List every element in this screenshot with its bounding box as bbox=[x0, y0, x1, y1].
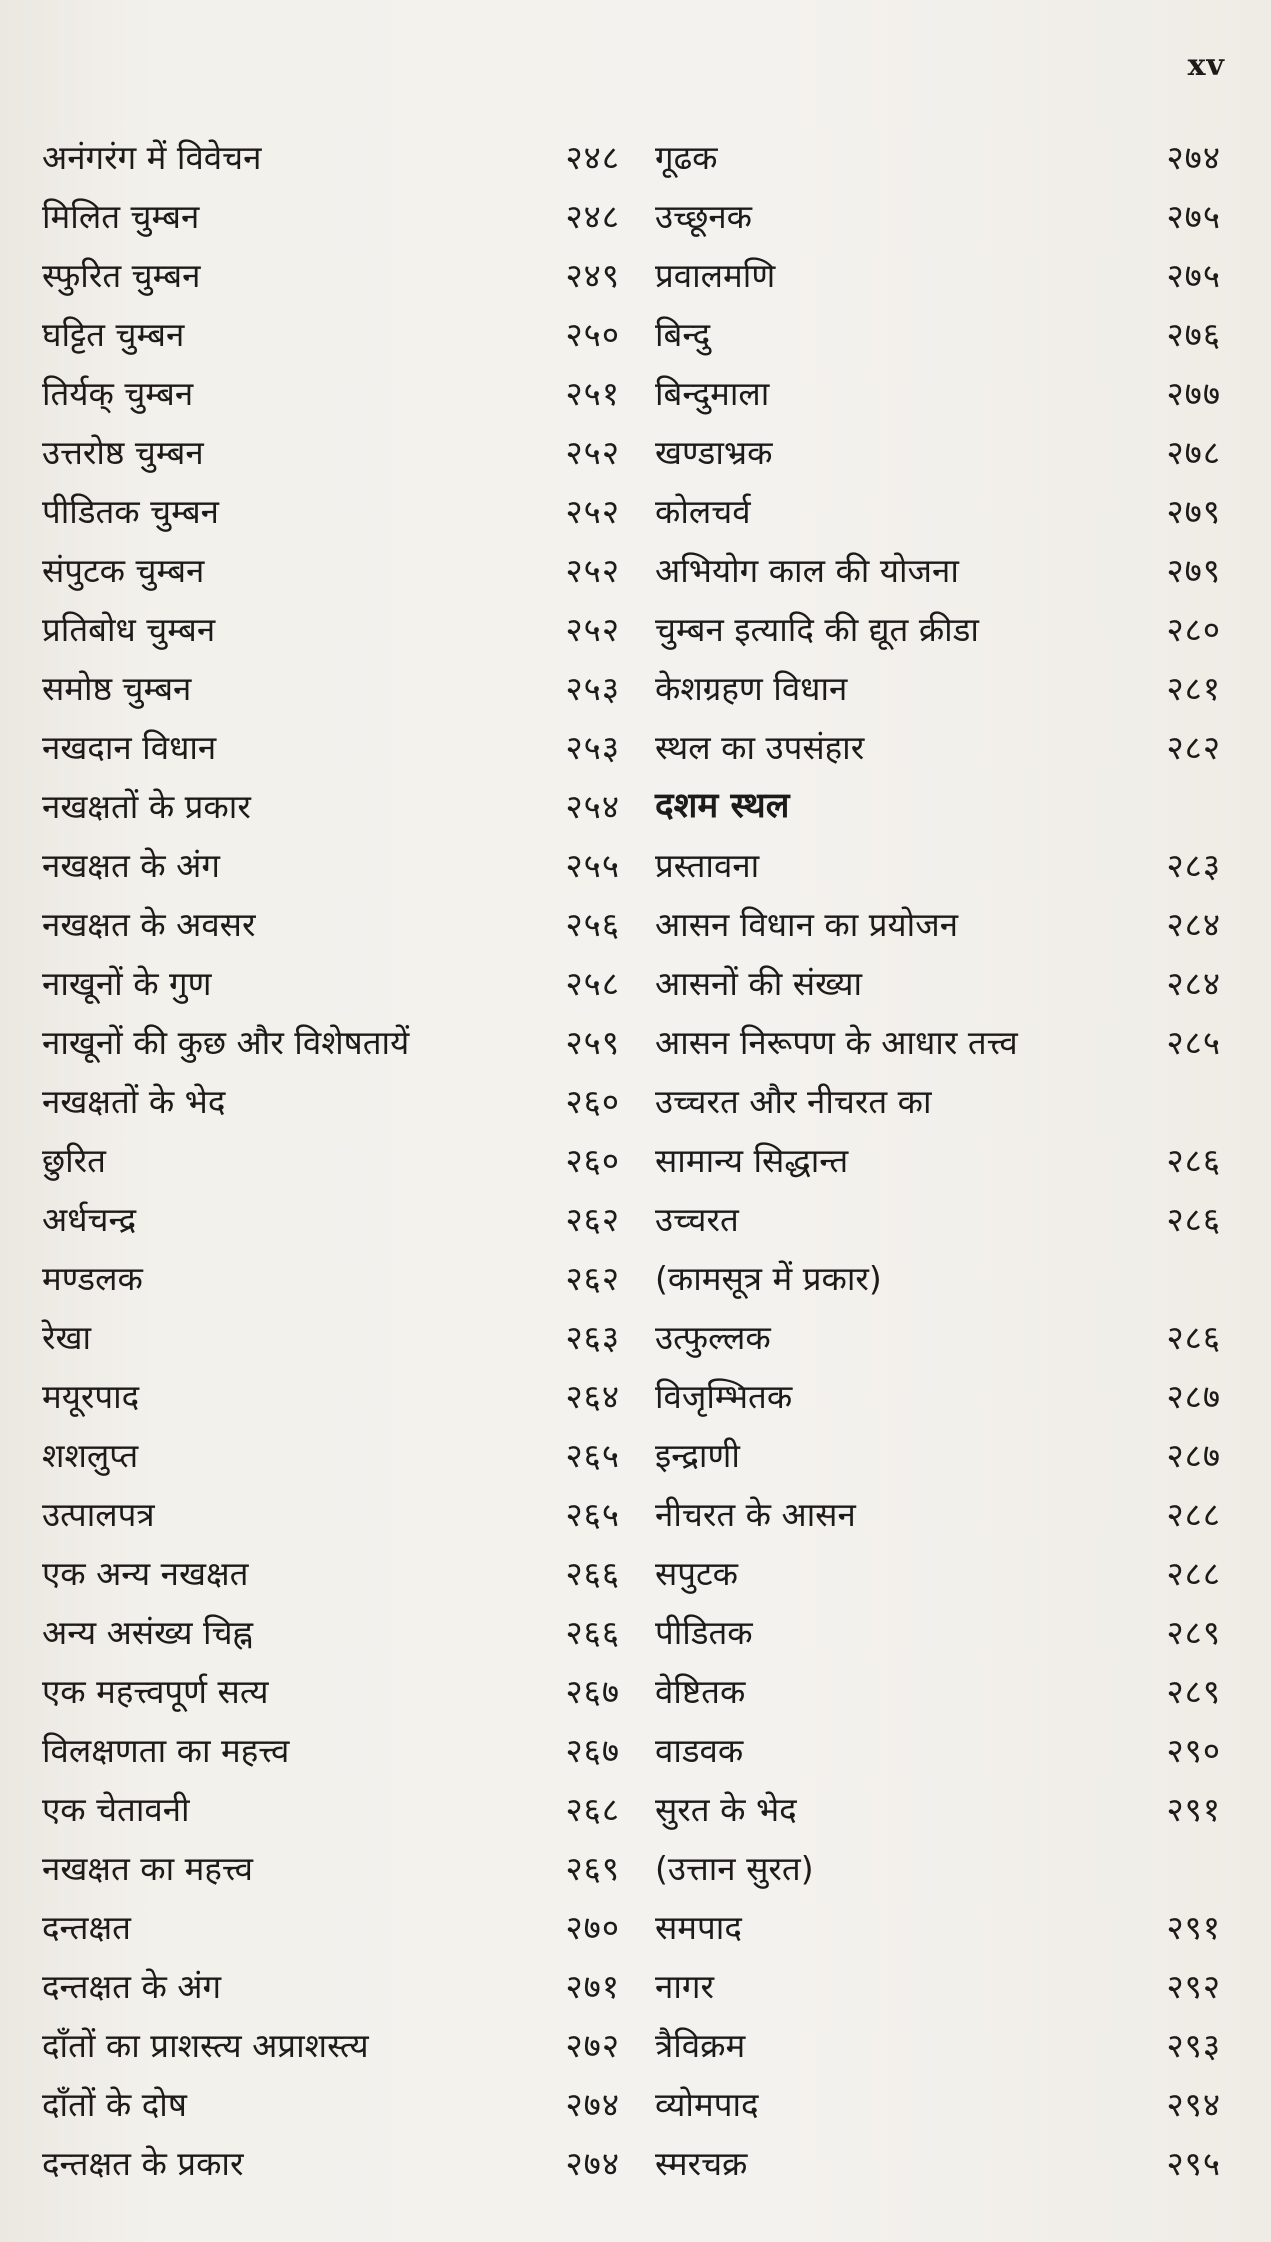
toc-entry-page: २५२ bbox=[565, 433, 620, 472]
toc-entry-page: २६८ bbox=[565, 1790, 620, 1829]
toc-entry-page: २८६ bbox=[1166, 1318, 1221, 1357]
toc-entry-page: २८६ bbox=[1166, 1141, 1221, 1180]
toc-entry-title: चुम्बन इत्यादि की द्यूत क्रीडा bbox=[655, 610, 979, 649]
toc-entry-title: केशग्रहण विधान bbox=[655, 669, 848, 708]
toc-entry bbox=[655, 1839, 1221, 1898]
toc-entry-page: २५२ bbox=[565, 492, 620, 531]
toc-entry bbox=[655, 1013, 1221, 1072]
toc-entry-title: नखक्षत के अंग bbox=[42, 846, 220, 885]
toc-entry-title: नागर bbox=[655, 1967, 714, 2006]
toc-entry-title: घट्टित चुम्बन bbox=[42, 315, 185, 354]
toc-entry-title: एक चेतावनी bbox=[42, 1790, 190, 1829]
toc-entry bbox=[42, 2134, 620, 2193]
toc-entry-title: कोलचर्व bbox=[655, 492, 751, 531]
toc-entry-page: २८९ bbox=[1166, 1613, 1221, 1652]
toc-entry-title: अर्धचन्द्र bbox=[42, 1200, 137, 1239]
toc-entry bbox=[655, 836, 1221, 895]
toc-entry-page: २७८ bbox=[1166, 433, 1221, 472]
toc-entry-page: २७७ bbox=[1166, 374, 1221, 413]
page-number: xv bbox=[1187, 48, 1225, 83]
toc-entry-title: नखक्षत के अवसर bbox=[42, 905, 256, 944]
toc-entry bbox=[655, 187, 1221, 246]
toc-entry-page: २५८ bbox=[565, 964, 620, 1003]
toc-entry-title: इन्द्राणी bbox=[655, 1436, 740, 1475]
toc-entry-page: २९० bbox=[1166, 1731, 1221, 1770]
toc-entry bbox=[655, 1662, 1221, 1721]
toc-entry-page: २५० bbox=[565, 315, 620, 354]
toc-entry-page: २७४ bbox=[565, 2085, 620, 2124]
toc-entry-title: उत्फुल्लक bbox=[655, 1318, 771, 1357]
toc-entry-page: २९१ bbox=[1166, 1908, 1221, 1947]
toc-entry-title: दशम स्थल bbox=[655, 786, 790, 826]
toc-entry bbox=[655, 1780, 1221, 1839]
toc-entry-title: मिलित चुम्बन bbox=[42, 197, 200, 236]
toc-entry-title: अन्य असंख्य चिह्न bbox=[42, 1613, 254, 1652]
toc-entry bbox=[655, 1721, 1221, 1780]
toc-entry bbox=[655, 128, 1221, 187]
toc-entry-title: उच्चरत bbox=[655, 1200, 739, 1239]
toc-entry bbox=[655, 2075, 1221, 2134]
toc-entry-page: २४९ bbox=[565, 256, 620, 295]
toc-right-column bbox=[655, 128, 1221, 2193]
toc-entry bbox=[655, 541, 1221, 600]
toc-entry-title: दन्तक्षत bbox=[42, 1908, 131, 1947]
toc-entry-title: व्योमपाद bbox=[655, 2085, 759, 2124]
toc-entry-page: २६२ bbox=[565, 1200, 620, 1239]
toc-entry bbox=[655, 2134, 1221, 2193]
toc-entry-page: २६० bbox=[565, 1141, 620, 1180]
toc-entry-page: २५९ bbox=[565, 1023, 620, 1062]
toc-entry-page: २८७ bbox=[1166, 1436, 1221, 1475]
toc-entry-title: नखक्षतों के प्रकार bbox=[42, 787, 251, 826]
toc-entry bbox=[42, 541, 620, 600]
toc-entry bbox=[42, 187, 620, 246]
toc-entry-title: स्थल का उपसंहार bbox=[655, 728, 865, 767]
toc-entry-title: मयूरपाद bbox=[42, 1377, 140, 1416]
toc-entry-title: आसनों की संख्या bbox=[655, 964, 863, 1003]
toc-entry-title: नाखूनों के गुण bbox=[42, 964, 212, 1003]
toc-entry bbox=[655, 423, 1221, 482]
toc-entry-page: २७४ bbox=[1166, 138, 1221, 177]
toc-entry-title: छुरित bbox=[42, 1141, 106, 1180]
toc-entry-page: २६४ bbox=[565, 1377, 620, 1416]
toc-entry-page: २८८ bbox=[1166, 1554, 1221, 1593]
toc-entry bbox=[42, 482, 620, 541]
toc-entry bbox=[42, 1898, 620, 1957]
toc-entry-title: अनंगरंग में विवेचन bbox=[42, 138, 262, 177]
toc-entry-title: बिन्दु bbox=[655, 315, 711, 354]
toc-entry bbox=[655, 659, 1221, 718]
toc-entry bbox=[42, 659, 620, 718]
toc-entry-page: २५३ bbox=[565, 669, 620, 708]
toc-entry bbox=[655, 2016, 1221, 2075]
toc-entry-title: वाडवक bbox=[655, 1731, 744, 1770]
toc-entry-page: २७२ bbox=[565, 2026, 620, 2065]
toc-entry bbox=[42, 1603, 620, 1662]
toc-entry-page: २९३ bbox=[1166, 2026, 1221, 2065]
toc-entry-page: २८७ bbox=[1166, 1377, 1221, 1416]
toc-entry-page: २५२ bbox=[565, 551, 620, 590]
toc-entry bbox=[42, 1367, 620, 1426]
toc-entry-title: विजृम्भितक bbox=[655, 1377, 793, 1416]
toc-entry-page: २६३ bbox=[565, 1318, 620, 1357]
toc-entry-page: २८० bbox=[1166, 610, 1221, 649]
toc-entry bbox=[42, 1190, 620, 1249]
toc-entry-page: २६९ bbox=[565, 1849, 620, 1888]
toc-entry bbox=[655, 1072, 1221, 1131]
toc-entry bbox=[42, 1485, 620, 1544]
toc-entry-title: आसन निरूपण के आधार तत्त्व bbox=[655, 1023, 1018, 1062]
toc-entry-page: २९२ bbox=[1166, 1967, 1221, 2006]
toc-entry bbox=[655, 246, 1221, 305]
toc-entry-page: २६६ bbox=[565, 1554, 620, 1593]
toc-entry-title: दन्तक्षत के अंग bbox=[42, 1967, 222, 2006]
toc-entry-title: अभियोग काल की योजना bbox=[655, 551, 959, 590]
toc-entry bbox=[655, 305, 1221, 364]
toc-entry-page: २९१ bbox=[1166, 1790, 1221, 1829]
toc-entry bbox=[655, 1957, 1221, 2016]
toc-entry-title: मण्डलक bbox=[42, 1259, 143, 1298]
toc-entry-title: तिर्यक् चुम्बन bbox=[42, 374, 194, 413]
toc-entry-page: २७५ bbox=[1166, 197, 1221, 236]
toc-entry-title: स्मरचक्र bbox=[655, 2144, 748, 2183]
toc-entry-page: २६७ bbox=[565, 1672, 620, 1711]
toc-entry bbox=[42, 1544, 620, 1603]
toc-entry bbox=[42, 305, 620, 364]
toc-entry bbox=[42, 954, 620, 1013]
toc-entry-title: नखक्षत का महत्त्व bbox=[42, 1849, 253, 1888]
toc-entry-title: रेखा bbox=[42, 1318, 92, 1357]
toc-entry-page: २९४ bbox=[1166, 2085, 1221, 2124]
toc-entry-page: २७० bbox=[565, 1908, 620, 1947]
toc-entry-page: २५४ bbox=[565, 787, 620, 826]
toc-entry-page: २५१ bbox=[565, 374, 620, 413]
toc-entry bbox=[655, 1426, 1221, 1485]
toc-entry-page: २६० bbox=[565, 1082, 620, 1121]
toc-entry-page: २८६ bbox=[1166, 1200, 1221, 1239]
toc-entry-page: २६६ bbox=[565, 1613, 620, 1652]
toc-entry bbox=[42, 1249, 620, 1308]
toc-entry-page: २९५ bbox=[1166, 2144, 1221, 2183]
toc-entry bbox=[42, 600, 620, 659]
toc-entry bbox=[42, 777, 620, 836]
toc-entry-title: आसन विधान का प्रयोजन bbox=[655, 905, 959, 944]
toc-entry-title: गूढक bbox=[655, 138, 718, 177]
toc-entry bbox=[655, 895, 1221, 954]
toc-entry bbox=[655, 1485, 1221, 1544]
toc-entry bbox=[655, 718, 1221, 777]
toc-entry-title: नाखूनों की कुछ और विशेषतायें bbox=[42, 1023, 410, 1062]
toc-entry bbox=[655, 1603, 1221, 1662]
toc-entry bbox=[42, 1308, 620, 1367]
toc-entry bbox=[42, 1721, 620, 1780]
toc-entry bbox=[42, 1780, 620, 1839]
toc-entry-page: २७९ bbox=[1166, 551, 1221, 590]
toc-entry-title: उत्तरोष्ठ चुम्बन bbox=[42, 433, 204, 472]
toc-entry-page: २५५ bbox=[565, 846, 620, 885]
toc-entry-title: एक अन्य नखक्षत bbox=[42, 1554, 249, 1593]
toc-entry-title: दाँतों का प्राशस्त्य अप्राशस्त्य bbox=[42, 2026, 369, 2065]
toc-entry bbox=[655, 1190, 1221, 1249]
toc-entry-title: पीडितक bbox=[655, 1613, 753, 1652]
toc-entry bbox=[42, 1426, 620, 1485]
toc-entry-title: (उत्तान सुरत) bbox=[655, 1849, 814, 1888]
toc-entry-page: २६२ bbox=[565, 1259, 620, 1298]
toc-entry-page: २८४ bbox=[1166, 964, 1221, 1003]
toc-entry-title: सामान्य सिद्धान्त bbox=[655, 1141, 849, 1180]
toc-entry-page: २७६ bbox=[1166, 315, 1221, 354]
toc-entry bbox=[42, 1662, 620, 1721]
section-heading bbox=[655, 777, 1221, 836]
toc-entry-page: २५६ bbox=[565, 905, 620, 944]
toc-entry-title: शशलुप्त bbox=[42, 1436, 139, 1475]
toc-entry bbox=[42, 128, 620, 187]
toc-entry-title: पीडितक चुम्बन bbox=[42, 492, 219, 531]
toc-entry bbox=[42, 1957, 620, 2016]
toc-entry-page: २६७ bbox=[565, 1731, 620, 1770]
toc-entry bbox=[42, 1072, 620, 1131]
toc-entry-title: प्रवालमणि bbox=[655, 256, 776, 295]
toc-entry-page: २८४ bbox=[1166, 905, 1221, 944]
toc-entry-title: सपुटक bbox=[655, 1554, 739, 1593]
toc-entry-title: उत्पालपत्र bbox=[42, 1495, 155, 1534]
toc-entry bbox=[42, 836, 620, 895]
toc-entry-title: नखदान विधान bbox=[42, 728, 217, 767]
toc-entry-title: उच्चरत और नीचरत का bbox=[655, 1082, 932, 1121]
toc-entry-page: २८५ bbox=[1166, 1023, 1221, 1062]
toc-entry-title: त्रैविक्रम bbox=[655, 2026, 746, 2065]
toc-entry-title: दाँतों के दोष bbox=[42, 2085, 187, 2124]
toc-entry bbox=[655, 1308, 1221, 1367]
toc-entry bbox=[42, 1839, 620, 1898]
toc-entry-title: स्फुरित चुम्बन bbox=[42, 256, 201, 295]
toc-entry-title: (कामसूत्र में प्रकार) bbox=[655, 1259, 882, 1298]
toc-entry-page: २६५ bbox=[565, 1436, 620, 1475]
toc-entry bbox=[42, 2075, 620, 2134]
toc-entry bbox=[655, 1131, 1221, 1190]
toc-entry-page: २८३ bbox=[1166, 846, 1221, 885]
toc-entry bbox=[655, 954, 1221, 1013]
toc-entry-title: विलक्षणता का महत्त्व bbox=[42, 1731, 290, 1770]
toc-entry-title: संपुटक चुम्बन bbox=[42, 551, 205, 590]
toc-entry-page: २७१ bbox=[565, 1967, 620, 2006]
toc-entry-title: सुरत के भेद bbox=[655, 1790, 797, 1829]
toc-entry bbox=[655, 364, 1221, 423]
toc-entry bbox=[42, 2016, 620, 2075]
toc-entry-title: प्रस्तावना bbox=[655, 846, 760, 885]
toc-entry-page: २८९ bbox=[1166, 1672, 1221, 1711]
toc-entry-page: २५२ bbox=[565, 610, 620, 649]
toc-entry-title: समपाद bbox=[655, 1908, 742, 1947]
toc-entry-page: २४८ bbox=[565, 197, 620, 236]
toc-entry-page: २४८ bbox=[565, 138, 620, 177]
toc-entry-title: नीचरत के आसन bbox=[655, 1495, 856, 1534]
toc-entry bbox=[42, 1131, 620, 1190]
toc-entry-page: २५३ bbox=[565, 728, 620, 767]
toc-entry-title: प्रतिबोध चुम्बन bbox=[42, 610, 216, 649]
toc-entry bbox=[42, 1013, 620, 1072]
toc-entry-page: २७९ bbox=[1166, 492, 1221, 531]
toc-entry-title: दन्तक्षत के प्रकार bbox=[42, 2144, 244, 2183]
toc-entry-page: २७४ bbox=[565, 2144, 620, 2183]
toc-entry bbox=[42, 246, 620, 305]
toc-entry-title: नखक्षतों के भेद bbox=[42, 1082, 226, 1121]
toc-entry bbox=[42, 895, 620, 954]
toc-left-column bbox=[42, 128, 620, 2193]
toc-entry-title: उच्छूनक bbox=[655, 197, 753, 236]
toc-entry-page: २८८ bbox=[1166, 1495, 1221, 1534]
toc-entry-title: वेष्टितक bbox=[655, 1672, 746, 1711]
toc-entry-title: एक महत्त्वपूर्ण सत्य bbox=[42, 1672, 269, 1711]
toc-entry bbox=[655, 1544, 1221, 1603]
toc-entry-page: २६५ bbox=[565, 1495, 620, 1534]
toc-entry-page: २७५ bbox=[1166, 256, 1221, 295]
toc-entry-page: २८१ bbox=[1166, 669, 1221, 708]
toc-entry bbox=[655, 1898, 1221, 1957]
toc-entry bbox=[655, 482, 1221, 541]
toc-entry bbox=[42, 718, 620, 777]
toc-entry bbox=[655, 600, 1221, 659]
toc-entry bbox=[655, 1249, 1221, 1308]
toc-entry-page: २८२ bbox=[1166, 728, 1221, 767]
toc-entry-title: खण्डाभ्रक bbox=[655, 433, 773, 472]
toc-entry bbox=[655, 1367, 1221, 1426]
toc-entry-title: समोष्ठ चुम्बन bbox=[42, 669, 192, 708]
toc-entry bbox=[42, 423, 620, 482]
toc-entry-title: बिन्दुमाला bbox=[655, 374, 770, 413]
toc-entry bbox=[42, 364, 620, 423]
